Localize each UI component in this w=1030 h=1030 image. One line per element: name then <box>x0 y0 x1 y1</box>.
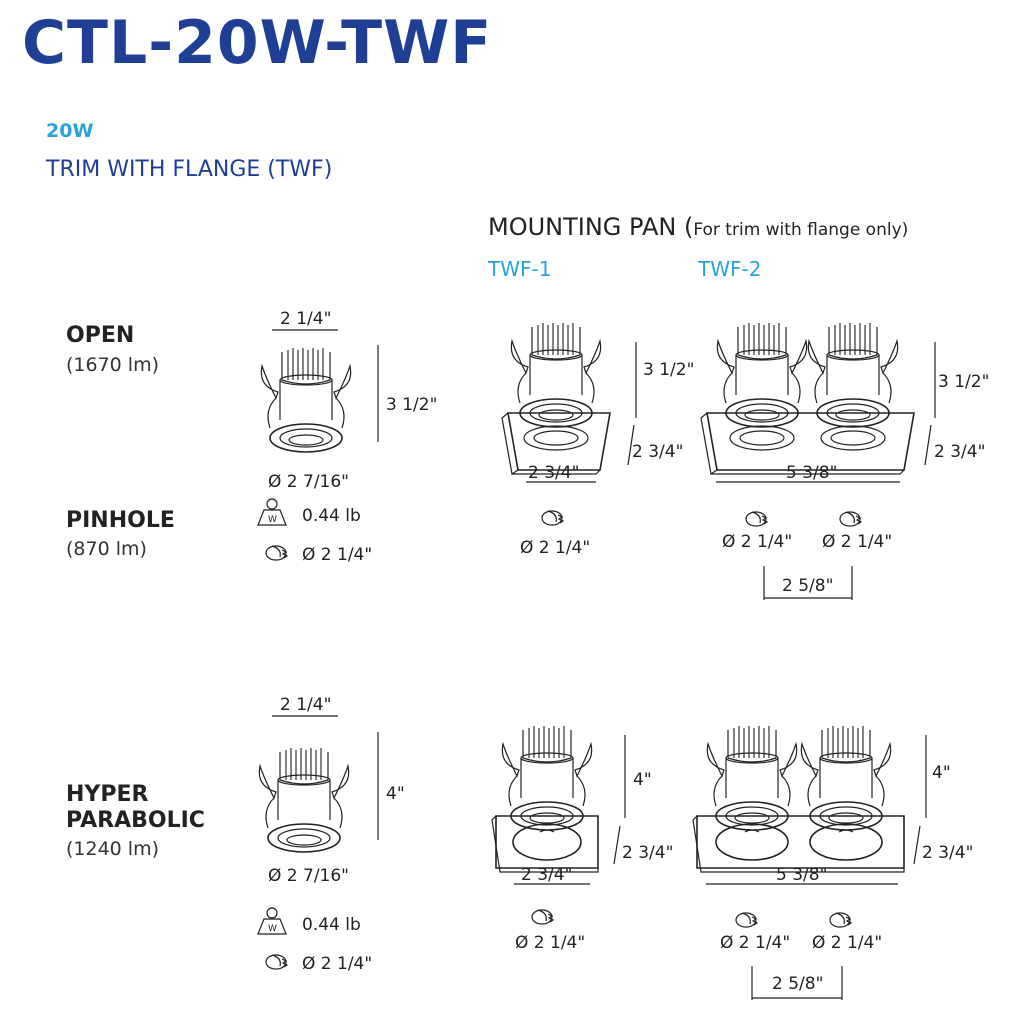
r2-twf1-height-dim: 4" <box>633 770 652 790</box>
twf2-heading: TWF-2 <box>698 257 762 281</box>
r2-single-weight: 0.44 lb <box>302 915 361 935</box>
product-title: CTL-20W-TWF <box>22 8 493 78</box>
r2-twf2-width-dim: 5 3/8" <box>776 865 828 885</box>
r1-twf1-depth-dim: 2 3/4" <box>632 442 684 462</box>
option-pinhole-name: PINHOLE <box>66 508 175 533</box>
r2-single-height-dim: 4" <box>386 784 405 804</box>
r1-twf1-cutout: Ø 2 1/4" <box>520 538 591 558</box>
r1-twf2-cutout-icon-a <box>746 512 767 526</box>
option-hyper-name: HYPER <box>66 782 149 807</box>
r2-weight-letter: W <box>268 924 277 934</box>
r2-twf2-cutout-icon-b <box>830 913 851 927</box>
r2-twf2-fixture-b <box>801 726 890 830</box>
r2-twf2-height-dim: 4" <box>932 763 951 783</box>
r2-single-cutout: Ø 2 1/4" <box>302 954 373 974</box>
r2-single-fixture <box>259 748 348 852</box>
mounting-pan-note: For trim with flange only) <box>693 220 909 240</box>
r2-twf2-cutout-b: Ø 2 1/4" <box>812 933 883 953</box>
r1-single-top-dim: 2 1/4" <box>280 309 332 329</box>
mounting-pan-label: MOUNTING PAN ( <box>488 213 694 241</box>
r1-twf2-depth-dim: 2 3/4" <box>934 442 986 462</box>
r1-twf2-fixture-b <box>808 323 897 427</box>
r2-twf1-fixture <box>502 726 591 830</box>
r1-twf1-height-dim: 3 1/2" <box>643 360 695 380</box>
r1-twf2-cutout-icon-b <box>840 512 861 526</box>
twf1-heading: TWF-1 <box>488 257 552 281</box>
r2-twf2-cutout-icon-a <box>736 913 757 927</box>
trim-type-label: TRIM WITH FLANGE (TWF) <box>46 157 333 182</box>
option-pinhole-lumens: (870 lm) <box>66 538 147 560</box>
r2-single-diameter-dim: Ø 2 7/16" <box>268 866 349 886</box>
r2-twf2-cutout-a: Ø 2 1/4" <box>720 933 791 953</box>
r1-twf2-cutout-a: Ø 2 1/4" <box>722 532 793 552</box>
r2-twf2-pan <box>697 816 904 868</box>
r1-cutout-icon <box>266 546 287 560</box>
option-open-lumens: (1670 lm) <box>66 354 160 376</box>
r1-single-diameter-dim: Ø 2 7/16" <box>268 472 349 492</box>
r1-twf2-fixture-a <box>717 323 806 427</box>
r1-twf1-cutout-icon <box>542 511 563 525</box>
r1-twf2-height-dim: 3 1/2" <box>938 372 990 392</box>
r2-twf1-cutout-icon <box>532 910 553 924</box>
r1-single-weight: 0.44 lb <box>302 506 361 526</box>
r2-twf2-fixture-a <box>707 726 796 830</box>
r2-twf2-spacing-dim: 2 5/8" <box>772 974 824 994</box>
r1-twf1-width-dim: 2 3/4" <box>528 463 580 483</box>
r1-twf2-width-dim: 5 3/8" <box>786 463 838 483</box>
r2-cutout-icon <box>266 955 287 969</box>
r2-twf1-cutout: Ø 2 1/4" <box>515 933 586 953</box>
r1-single-height-dim: 3 1/2" <box>386 395 438 415</box>
r1-twf2-spacing-dim: 2 5/8" <box>782 576 834 596</box>
r1-single-cutout: Ø 2 1/4" <box>302 545 373 565</box>
option-hyper-lumens: (1240 lm) <box>66 838 160 860</box>
option-open-name: OPEN <box>66 323 135 348</box>
r2-single-top-dim: 2 1/4" <box>280 695 332 715</box>
r1-twf2-cutout-b: Ø 2 1/4" <box>822 532 893 552</box>
option-parabolic-name: PARABOLIC <box>66 808 205 833</box>
r1-single-fixture <box>261 348 350 452</box>
r1-twf1-fixture <box>511 323 600 427</box>
r1-weight-letter: W <box>268 515 277 525</box>
r2-twf1-width-dim: 2 3/4" <box>521 865 573 885</box>
r2-twf1-depth-dim: 2 3/4" <box>622 843 674 863</box>
wattage-label: 20W <box>46 120 94 142</box>
r2-twf2-depth-dim: 2 3/4" <box>922 843 974 863</box>
